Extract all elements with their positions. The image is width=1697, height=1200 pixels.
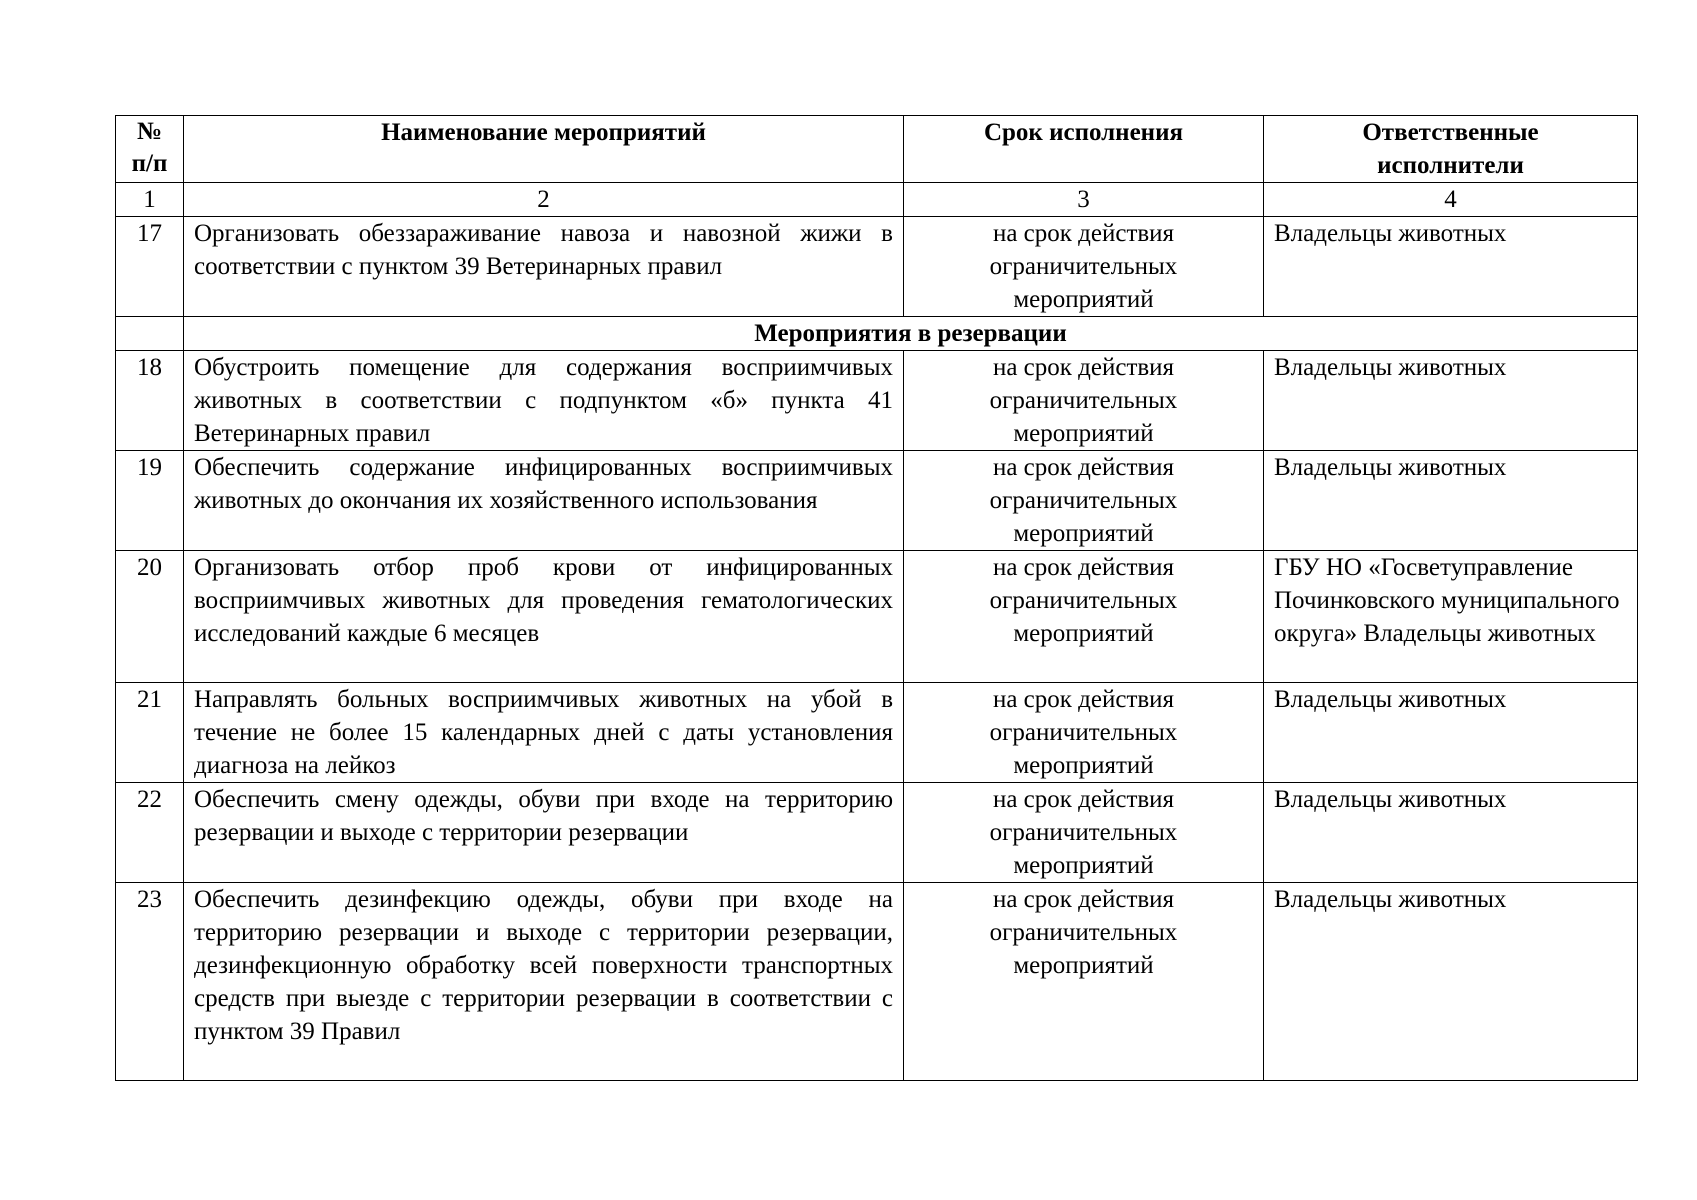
header-responsible: Ответственные исполнители (1264, 116, 1638, 183)
row-responsible: Владельцы животных (1264, 217, 1638, 317)
table-row (116, 683, 1638, 783)
section-row (116, 317, 1638, 351)
section-title: Мероприятия в резервации (184, 317, 1638, 351)
row-term: на срок действия ограничительных мероприятий (904, 783, 1264, 883)
row-name: Организовать обеззараживание навоза и навозной жижи в соответствии с пунктом 39 Ветеринарных правил (184, 217, 904, 317)
row-term: на срок действия ограничительных мероприятий (904, 683, 1264, 783)
row-term: на срок действия ограничительных мероприятий (904, 217, 1264, 317)
column-index-row (116, 183, 1638, 217)
row-num: 18 (116, 351, 184, 451)
column-index: 1 (116, 183, 184, 217)
row-num: 22 (116, 783, 184, 883)
row-responsible: Владельцы животных (1264, 883, 1638, 1081)
row-name: Направлять больных восприимчивых животных на убой в течение не более 15 календарных дней с даты установления диагноза на лейкоз (184, 683, 904, 783)
table-header (116, 116, 1638, 217)
table-row (116, 551, 1638, 683)
row-responsible: Владельцы животных (1264, 451, 1638, 551)
header-num: № п/п (116, 116, 184, 183)
column-index: 3 (904, 183, 1264, 217)
row-name: Организовать отбор проб крови от инфицированных восприимчивых животных для проведения гематологических исследований каждые 6 месяцев (184, 551, 904, 683)
row-name: Обеспечить дезинфекцию одежды, обуви при входе на территорию резервации и выходе с территории резервации, дезинфекционную обработку всей поверхности транспортных средств при выезде с территории резервации в соответствии с пунктом 39 Правил (184, 883, 904, 1081)
column-index: 2 (184, 183, 904, 217)
row-responsible: Владельцы животных (1264, 351, 1638, 451)
table-row (116, 351, 1638, 451)
row-num: 20 (116, 551, 184, 683)
row-term: на срок действия ограничительных мероприятий (904, 551, 1264, 683)
row-num: 23 (116, 883, 184, 1081)
header-row (116, 116, 1638, 183)
header-term: Срок исполнения (904, 116, 1264, 183)
table-row (116, 217, 1638, 317)
row-num: 17 (116, 217, 184, 317)
table-row (116, 883, 1638, 1081)
header-name: Наименование мероприятий (184, 116, 904, 183)
row-name: Обеспечить содержание инфицированных восприимчивых животных до окончания их хозяйственного использования (184, 451, 904, 551)
row-num: 21 (116, 683, 184, 783)
row-name: Обеспечить смену одежды, обуви при входе на территорию резервации и выходе с территории резервации (184, 783, 904, 883)
table-row (116, 451, 1638, 551)
table-body (116, 217, 1638, 1081)
row-name: Обустроить помещение для содержания восприимчивых животных в соответствии с подпунктом «б» пункта 41 Ветеринарных правил (184, 351, 904, 451)
row-responsible: Владельцы животных (1264, 783, 1638, 883)
row-term: на срок действия ограничительных мероприятий (904, 351, 1264, 451)
column-index: 4 (1264, 183, 1638, 217)
row-responsible: Владельцы животных (1264, 683, 1638, 783)
table-row (116, 783, 1638, 883)
row-term: на срок действия ограничительных мероприятий (904, 451, 1264, 551)
section-num-cell (116, 317, 184, 351)
row-num: 19 (116, 451, 184, 551)
measures-table (115, 115, 1638, 1081)
row-term: на срок действия ограничительных мероприятий (904, 883, 1264, 1081)
document-page (115, 115, 1637, 1081)
row-responsible: ГБУ НО «Госветуправление Починковского муниципального округа» Владельцы животных (1264, 551, 1638, 683)
